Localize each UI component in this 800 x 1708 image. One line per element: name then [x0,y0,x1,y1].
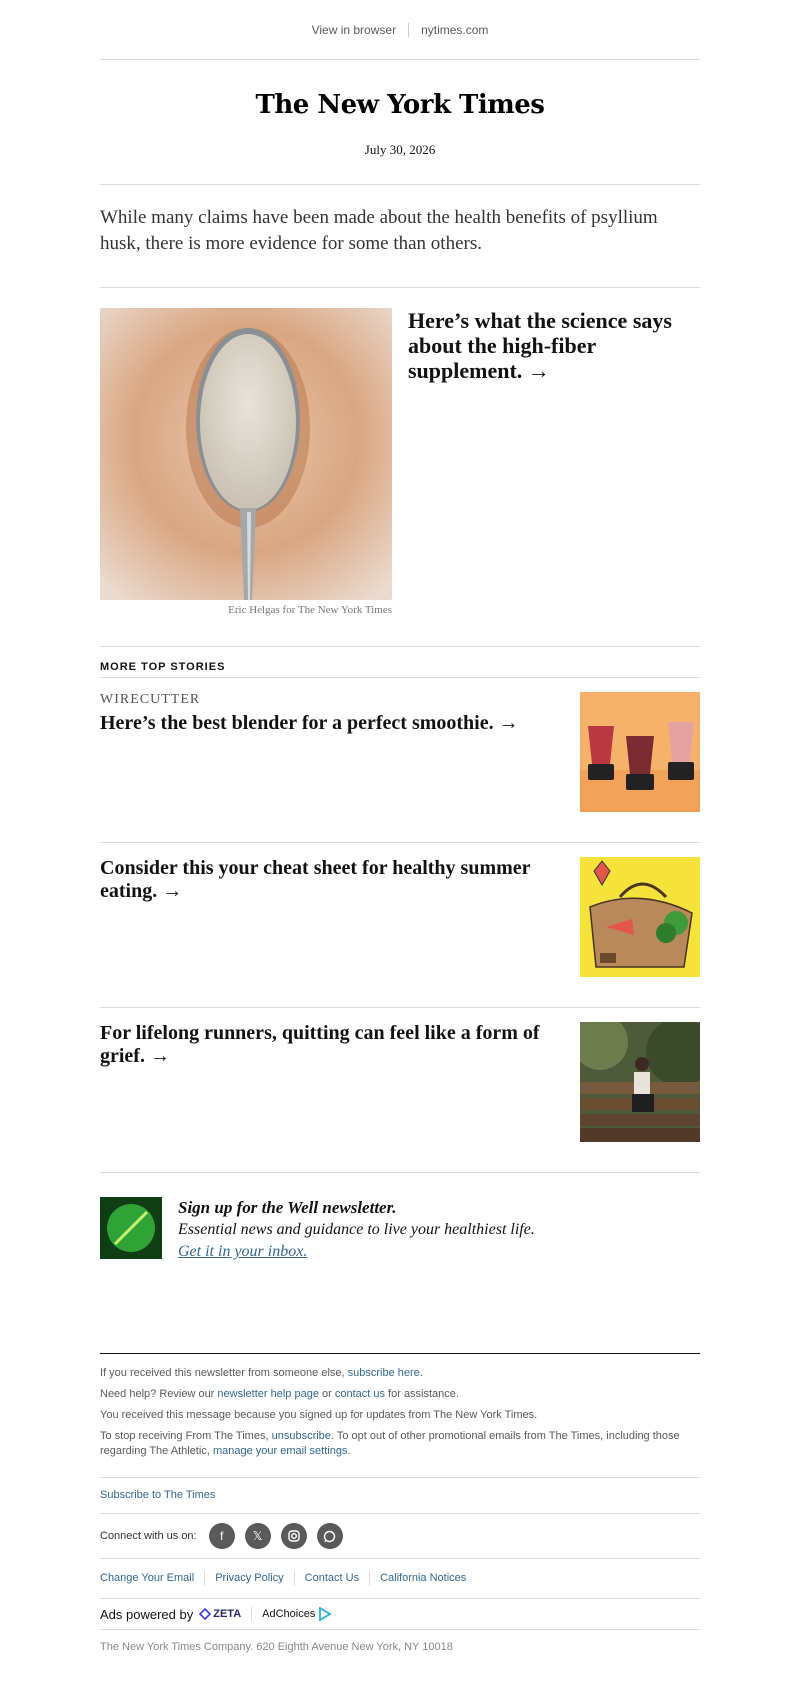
footer-text: or [322,1388,332,1400]
privacy-policy-link[interactable]: Privacy Policy [204,1571,293,1586]
lead-story [100,288,700,647]
blenders-thumbnail[interactable] [580,692,700,812]
footer-line [100,1366,700,1381]
adchoices-icon [318,1607,332,1621]
footer-line [100,1387,700,1402]
story-item [100,678,700,843]
california-notices-link[interactable]: California Notices [369,1571,476,1586]
get-it-in-inbox-link[interactable]: Get it in your inbox. [178,1243,308,1260]
well-leaf-icon [100,1197,162,1259]
subscribe-here-link[interactable]: subscribe here [347,1367,420,1379]
story-item [100,1008,700,1173]
nyt-logo[interactable]: The New York Times [255,90,545,120]
instagram-icon[interactable] [281,1523,307,1549]
ads-powered-label: Ads powered by [100,1606,194,1622]
connect-label: Connect with us on: [100,1529,197,1542]
subscribe-row [100,1477,700,1513]
newsletter-signup [100,1173,700,1354]
footer-line [100,1429,700,1459]
period: . [347,1445,351,1457]
story-headline-link[interactable]: Here’s the best blender for a perfect smoothie. → [100,712,519,734]
divider [408,23,409,37]
intro-text: While many claims have been made about the health benefits of psyllium husk, there is more evidence for some than others. [100,185,700,288]
psyllium-spoon-photo[interactable] [100,308,392,600]
unsubscribe-link[interactable]: unsubscribe [271,1430,331,1442]
issue-date: July 30, 2026 [364,142,436,157]
x-icon[interactable]: 𝕏 [245,1523,271,1549]
adchoices-link[interactable] [262,1607,332,1622]
signup-description: Essential news and guidance to live your healthiest life. [178,1221,535,1238]
zeta-label: ZETA [213,1607,242,1620]
signup-heading: Sign up for the Well newsletter. [178,1198,397,1217]
divider [251,1607,252,1621]
zeta-icon [199,1608,211,1620]
social-row [100,1513,700,1558]
ads-row [100,1598,700,1629]
wirecutter-kicker: WIRECUTTER [100,692,201,707]
whatsapp-icon[interactable] [317,1523,343,1549]
contact-us-link[interactable]: contact us [334,1388,385,1400]
runner-photo[interactable] [580,1022,700,1142]
zeta-logo[interactable] [199,1607,241,1622]
footer-text: Need help? Review our [100,1388,215,1400]
footer-text: If you received this newsletter from someone else, [100,1367,345,1379]
masthead [100,60,700,185]
footer-text: To stop receiving From The Times, [100,1430,269,1442]
change-email-link[interactable]: Change Your Email [100,1572,195,1584]
footer-line: You received this message because you signed up for updates from The New York Times. [100,1409,538,1421]
top-links-bar [100,0,700,60]
footer [100,1366,700,1665]
manage-email-settings-link[interactable]: manage your email settings [212,1445,348,1457]
photo-caption: Eric Helgas for The New York Times [228,604,392,616]
story-headline-link[interactable]: Consider this your cheat sheet for healthy summer eating. → [100,857,531,902]
period: . [419,1367,423,1379]
footer-links-row [100,1558,700,1598]
nytimes-link[interactable]: nytimes.com [421,22,489,37]
summer-eating-illustration[interactable] [580,857,700,977]
lead-headline-link[interactable]: Here’s what the science says about the high-fiber supplement. → [408,308,672,383]
adchoices-label: AdChoices [262,1607,316,1620]
footer-text: for assistance. [388,1388,459,1400]
footer-text: . To opt out of other promotional emails from The Times, including those regarding The Athletic, [100,1430,680,1457]
story-item [100,843,700,1008]
newsletter-help-link[interactable]: newsletter help page [217,1388,319,1400]
company-address: The New York Times Company. 620 Eighth Avenue New York, NY 10018 [100,1629,700,1665]
facebook-icon[interactable]: f [209,1523,235,1549]
subscribe-to-times-link[interactable]: Subscribe to The Times [100,1489,216,1501]
view-in-browser-link[interactable]: View in browser [311,22,397,37]
more-top-stories-label: MORE TOP STORIES [100,647,700,678]
story-headline-link[interactable]: For lifelong runners, quitting can feel like a form of grief. → [100,1022,540,1067]
contact-us-footer-link[interactable]: Contact Us [294,1571,369,1586]
